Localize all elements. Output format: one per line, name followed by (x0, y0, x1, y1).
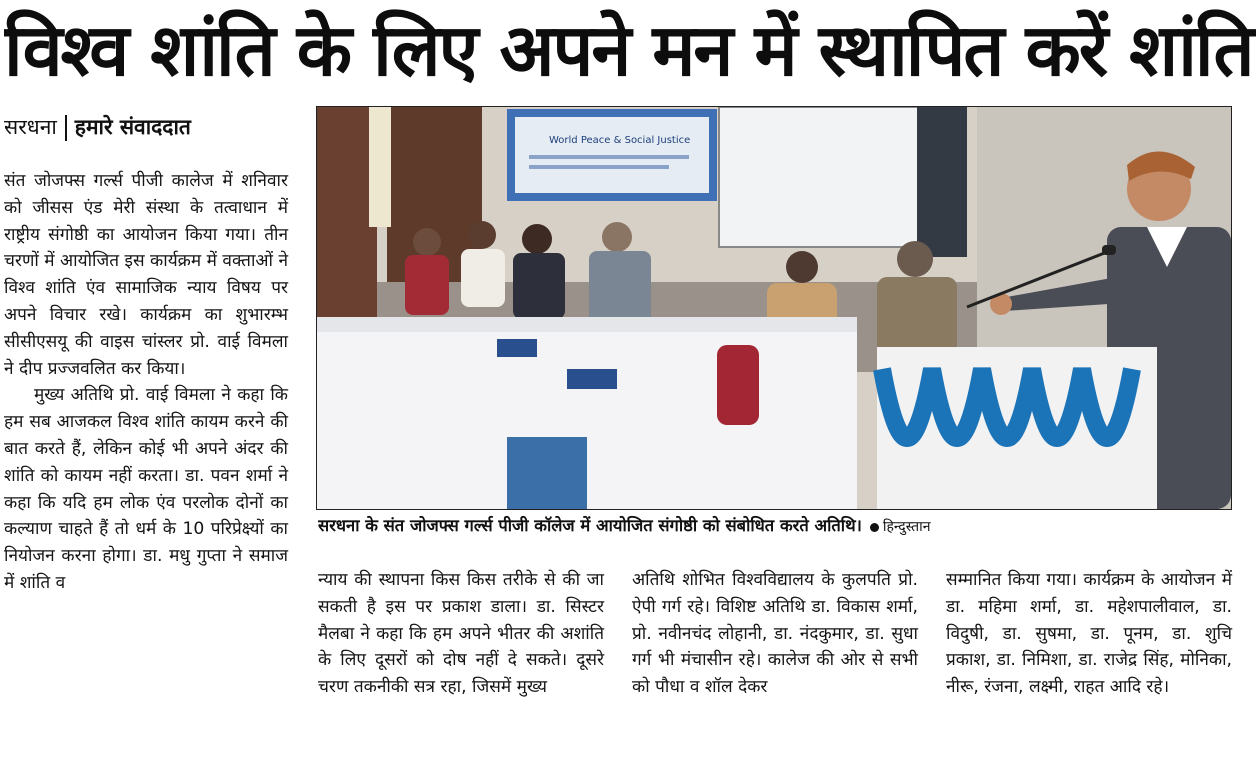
byline-place: सरधना (4, 115, 57, 139)
paragraph-1: संत जोजफ्स गर्ल्स पीजी कालेज में शनिवार को जीसस एंड मेरी संस्था के तत्वाधान में राष्ट्रीय संगोष्ठी का आयोजन किया गया। तीन चरणों में आयोजित इस कार्यक्रम में वक्ताओं ने विश्व शांति एंव सामाजिक न्याय विषय पर अपने विचार रखे। कार्यक्रम का शुभारम्भ सीसीएसयू की वाइस चांस्लर प्रो. वाई विमला ने दीप प्रज्जवलित कर किया। (4, 171, 288, 379)
article-column-3 (632, 567, 918, 701)
byline-divider (65, 115, 67, 141)
photo-credit-text: हिन्दुस्तान (882, 519, 931, 535)
event-photo-illustration (317, 107, 1231, 509)
paragraph-4: अतिथि शोभित विश्वविद्यालय के कुलपति प्रो. ऐपी गर्ग रहे। विशिष्ट अतिथि डा. विकास शर्मा, प्रो. नवीनचंद लोहानी, डा. नंदकुमार, डा. सुधा गर्ग भी मंचासीन रहे। कालेज की ओर से सभी को पौधा व शॉल देकर (632, 570, 918, 698)
paragraph-2: मुख्य अतिथि प्रो. वाई विमला ने कहा कि हम सब आजकल विश्व शांति कायम करने की बात करते हैं, लेकिन कोई भी अपने अंदर की शांति को कायम नहीं करता। डा. पवन शर्मा ने कहा कि यदि हम लोक एंव परलोक दोनों का कल्याण चाहते हैं तो धर्म के 10 परिप्रेक्ष्यों का नियोजन करना होगा। डा. मधु गुप्ता ने समाज में शांति व (4, 385, 288, 593)
byline (4, 110, 191, 144)
byline-author: हमारे संवाददात (74, 115, 191, 139)
caption-text: सरधना के संत जोजफ्स गर्ल्स पीजी कॉलेज में आयोजित संगोष्ठी को संबोधित करते अतिथि। (318, 516, 862, 535)
headline: विश्व शांति के लिए अपने मन में स्थापित करें शांति (4, 8, 1253, 92)
paragraph-5: सम्मानित किया गया। कार्यक्रम के आयोजन में डा. महिमा शर्मा, डा. महेशपालीवाल, डा. विदुषी, डा. सुषमा, डा. पूनम, डा. शुचि प्रकाश, डा. निमिशा, डा. राजेद्र सिंह, मोनिका, नीरू, रंजना, लक्ष्मी, राहत आदि रहे। (946, 570, 1232, 698)
banner-text: World Peace & Social Justice (549, 135, 691, 146)
article-column-1 (4, 168, 288, 597)
photo-credit (870, 519, 931, 535)
event-photo (316, 106, 1232, 510)
bullet-dot-icon (870, 523, 879, 532)
photo-caption (318, 512, 1232, 540)
article-column-2 (318, 567, 604, 701)
article-column-4 (946, 567, 1232, 701)
paragraph-3: न्याय की स्थापना किस किस तरीके से की जा सकती है इस पर प्रकाश डाला। डा. सिस्टर मैलबा ने कहा कि हम अपने भीतर की अशांति के लिए दूसरों को दोष नहीं दे सकते। दूसरे चरण तकनीकी सत्र रहा, जिसमें मुख्य (318, 570, 604, 698)
